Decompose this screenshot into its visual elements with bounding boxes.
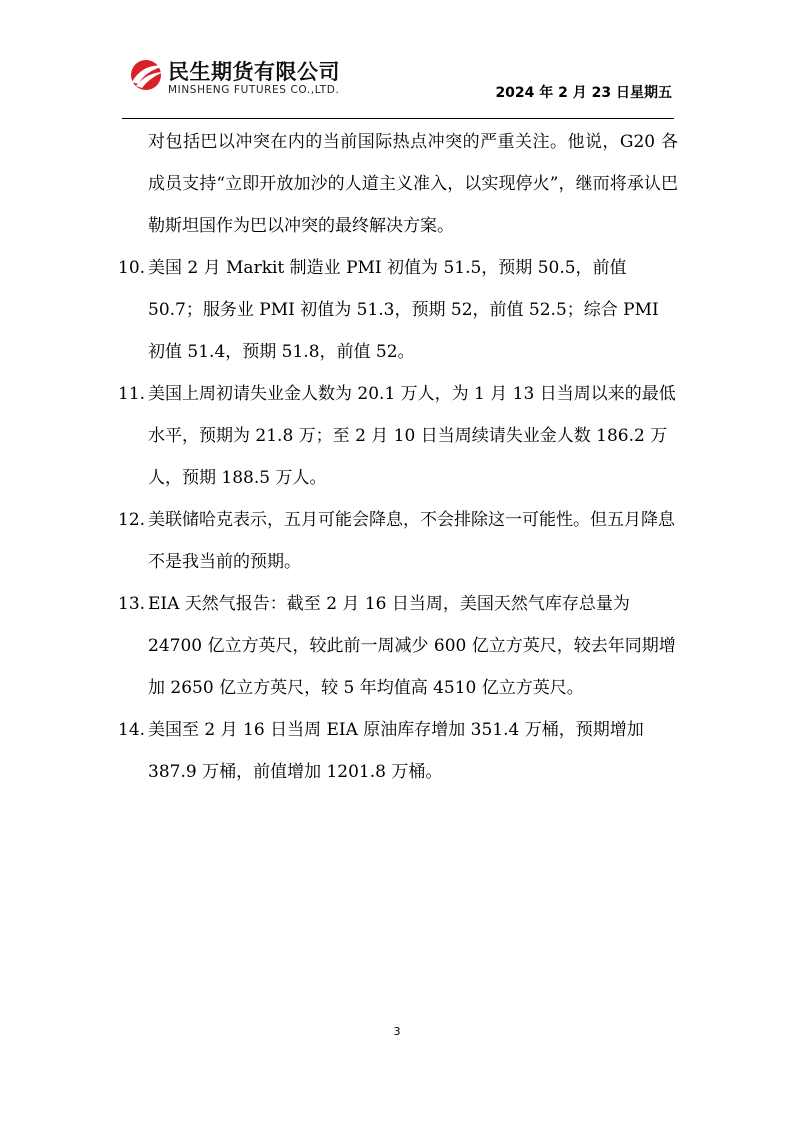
report-date: 2024 年 2 月 23 日星期五 [495,85,672,101]
continuation-paragraph: 对包括巴以冲突在内的当前国际热点冲突的严重关注。他说，G20 各成员支持“立即开放加沙的人道主义准入，以实现停火”，继而将承认巴勒斯坦国作为巴以冲突的最终解决方案。 [148,132,678,236]
list-item-number: 13. [118,594,146,614]
brand-name-en: MINSHENG FUTURES CO.,LTD. [168,84,340,96]
list-item-text: 美国至 2 月 16 日当周 EIA 原油库存增加 351.4 万桶，预期增加 387.9 万桶，前值增加 1201.8 万桶。 [148,720,644,782]
list-item-number: 11. [118,384,146,404]
page-header [122,52,674,120]
minsheng-logo-icon [126,58,168,92]
brand-name-cn: 民生期货有限公司 [168,60,340,84]
list-item-number: 10. [118,258,146,278]
list-item-text: EIA 天然气报告：截至 2 月 16 日当周，美国天然气库存总量为 24700 亿立方英尺，较此前一周减少 600 亿立方英尺，较去年同期增加 2650 亿立方英尺，较 5 年均值高 4510 亿立方英尺。 [148,594,676,698]
list-item-number: 12. [118,510,146,530]
list-item-12 [118,499,678,583]
list-item-13 [118,583,678,709]
header-divider [122,118,674,119]
list-item-text: 美国上周初请失业金人数为 20.1 万人，为 1 月 13 日当周以来的最低水平，预期为 21.8 万；至 2 月 10 日当周续请失业金人数 186.2 万人，预期 188.5 万人。 [148,384,676,488]
list-item-number: 14. [118,720,146,740]
page-number: 3 [393,1025,401,1038]
list-item-10 [118,247,678,373]
main-content [118,121,678,793]
list-item-text: 美联储哈克表示，五月可能会降息，不会排除这一可能性。但五月降息不是我当前的预期。 [148,510,675,572]
list-item-11 [118,373,678,499]
list-item-14 [118,709,678,793]
list-item-text: 美国 2 月 Markit 制造业 PMI 初值为 51.5，预期 50.5，前值 50.7；服务业 PMI 初值为 51.3，预期 52，前值 52.5；综合 PMI 初值 51.4，预期 51.8，前值 52。 [148,258,659,362]
